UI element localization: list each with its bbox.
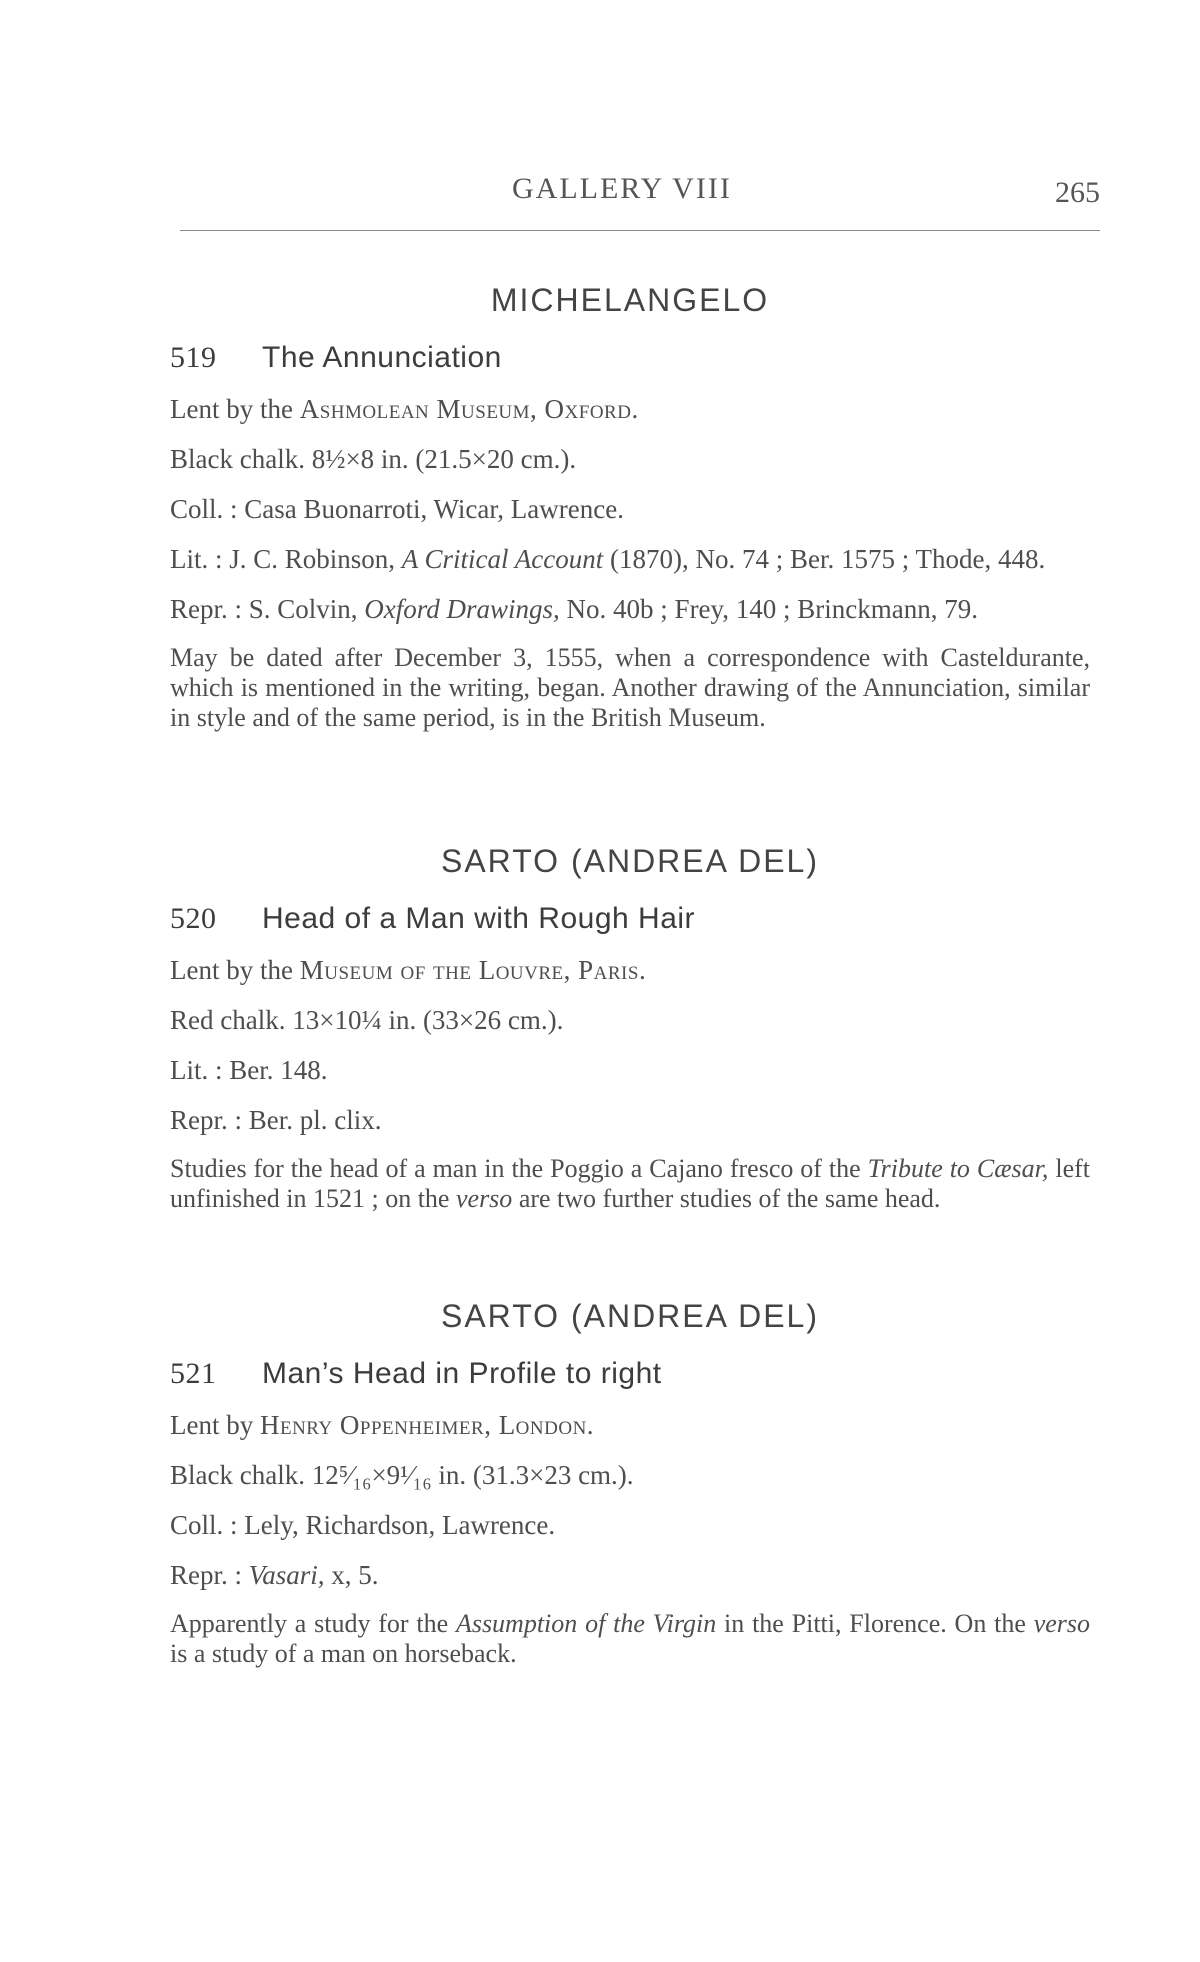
entry-number: 519 <box>170 341 217 374</box>
collection-line: Coll. : Lely, Richardson, Lawrence. <box>170 1510 556 1540</box>
note-text: are two further studies of the same head. <box>518 1184 941 1213</box>
reproduction-line: Repr. : Ber. pl. clix. <box>170 1105 382 1135</box>
reproduction-text: Repr. : S. Colvin, <box>170 594 358 624</box>
note-text: in the Pitti, Florence. On the <box>724 1609 1026 1638</box>
lender-name: Museum of the Louvre, Paris. <box>299 955 647 985</box>
entry-note <box>170 1154 1090 1214</box>
note-text: left unfinished in 1521 ; on the <box>170 1154 1091 1213</box>
catalogue-entry <box>170 1298 1090 1669</box>
note-italic: Assumption of the Virgin <box>455 1609 717 1638</box>
entry-title-line <box>170 341 1090 375</box>
literature-ref: (1870), No. 74 ; Ber. 1575 ; Thode, 448. <box>610 544 1046 574</box>
lender-prefix: Lent by the <box>170 394 293 424</box>
medium-line: Black chalk. 8½×8 in. (21.5×20 cm.). <box>170 444 577 474</box>
artist-heading: SARTO (ANDREA DEL) <box>440 1298 819 1334</box>
note-italic: verso <box>1033 1609 1091 1638</box>
literature-title: A Critical Account <box>401 544 604 574</box>
lender-name: Ashmolean Museum, Oxford. <box>299 394 639 424</box>
reproduction-ref: No. 40b ; Frey, 140 ; Brinckmann, 79. <box>566 594 979 624</box>
catalogue-entry <box>170 843 1090 1214</box>
literature-text: Lit. : J. C. Robinson, <box>170 544 396 574</box>
entry-title: Head of a Man with Rough Hair <box>262 902 696 935</box>
header-rule <box>180 230 1100 231</box>
entry-number: 520 <box>170 902 217 935</box>
page-number: 265 <box>1055 176 1100 209</box>
catalogue-body <box>170 282 1090 1669</box>
reproduction-text: Repr. : <box>170 1560 242 1590</box>
note-italic: Tribute to Cæsar, <box>867 1154 1049 1183</box>
entry-title-line <box>170 1357 1090 1391</box>
entry-note: May be dated after December 3, 1555, when a correspondence with Casteldurante, which is mentioned in the writing, began. Another drawing of the Annunciation, similar in style and of the same period, is in the British Museum. <box>170 643 1090 732</box>
collection-line: Coll. : Casa Buonarroti, Wicar, Lawrence. <box>170 494 624 524</box>
reproduction-ref: x, 5. <box>331 1560 379 1590</box>
literature-line: Lit. : Ber. 148. <box>170 1055 328 1085</box>
note-text: Studies for the head of a man in the Poggio a Cajano fresco of the <box>170 1154 861 1183</box>
running-title: GALLERY VIII <box>512 172 732 205</box>
artist-heading: MICHELANGELO <box>490 282 770 318</box>
entry-number: 521 <box>170 1357 217 1390</box>
lender-line <box>170 1409 1090 1441</box>
lender-prefix: Lent by <box>170 1410 254 1440</box>
medium-line: Red chalk. 13×10¼ in. (33×26 cm.). <box>170 1005 564 1035</box>
reproduction-line <box>170 593 1090 625</box>
running-head <box>180 172 1100 212</box>
note-text: is a study of a man on horseback. <box>170 1639 517 1668</box>
reproduction-title: Vasari, <box>248 1560 325 1590</box>
entry-title-line <box>170 902 1090 936</box>
reproduction-title: Oxford Drawings, <box>364 594 560 624</box>
medium-line: Black chalk. 12⁵⁄₁₆×9¹⁄₁₆ in. (31.3×23 cm.). <box>170 1460 634 1490</box>
entry-title: The Annunciation <box>262 341 502 374</box>
lender-line <box>170 954 1090 986</box>
catalogue-entry <box>170 282 1090 733</box>
lender-line <box>170 393 1090 425</box>
reproduction-line <box>170 1559 1090 1591</box>
literature-line <box>170 543 1090 575</box>
artist-heading: SARTO (ANDREA DEL) <box>440 843 819 879</box>
note-italic: verso <box>455 1184 513 1213</box>
note-text: Apparently a study for the <box>170 1609 449 1638</box>
lender-name: Henry Oppenheimer, London. <box>259 1410 595 1440</box>
section-spacer <box>170 733 1090 843</box>
section-spacer <box>170 1214 1090 1298</box>
entry-title: Man’s Head in Profile to right <box>262 1357 662 1390</box>
lender-prefix: Lent by the <box>170 955 293 985</box>
entry-note <box>170 1609 1090 1669</box>
